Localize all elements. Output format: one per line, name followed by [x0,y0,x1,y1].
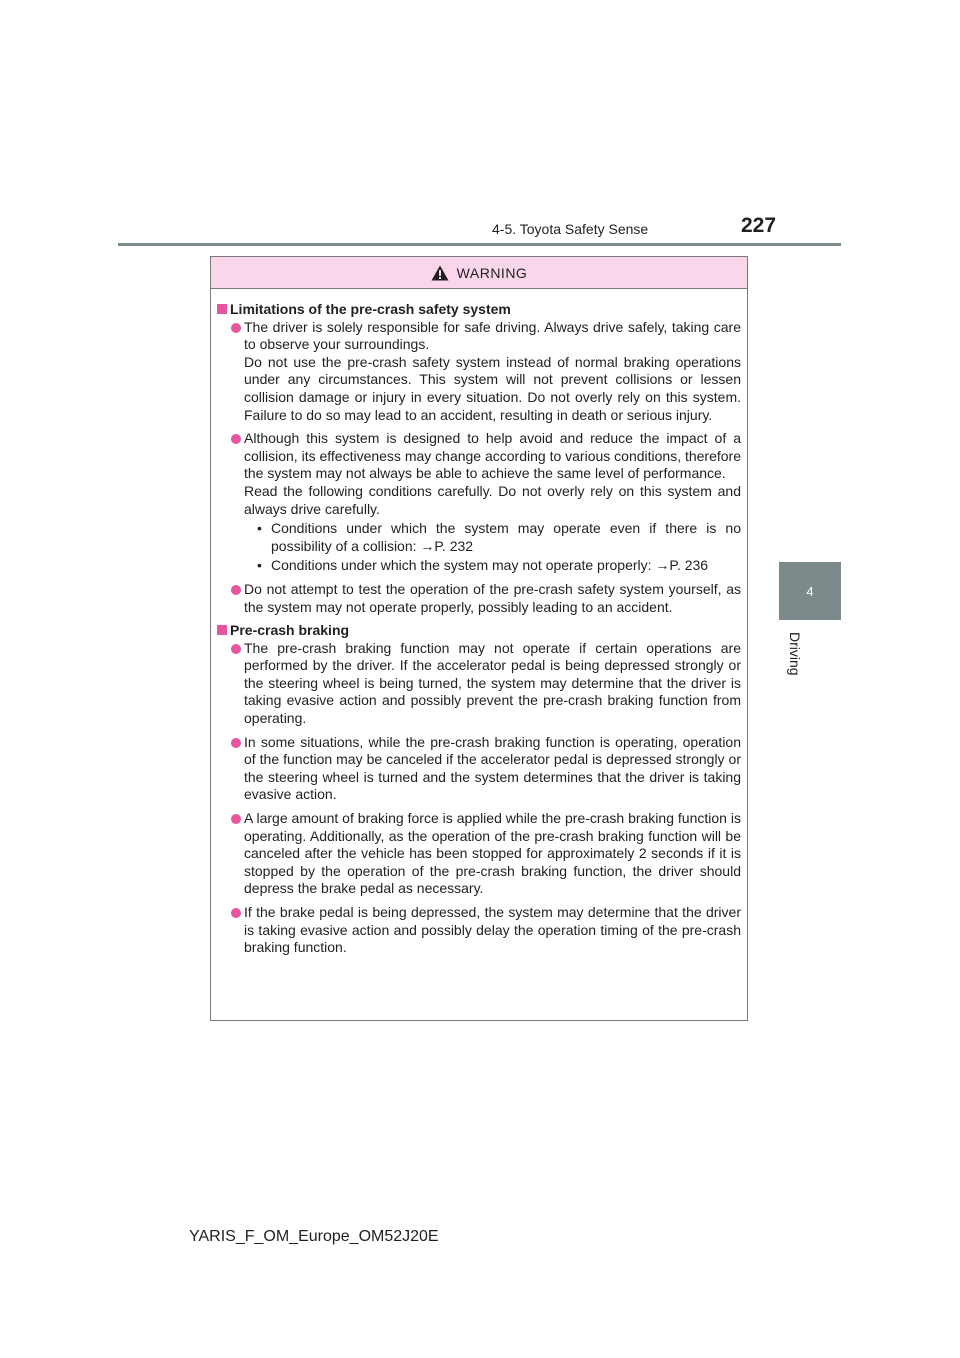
item-paragraph: In some situations, while the pre-crash braking function is operating, operation of the function may be canceled if the accelerator pedal is depressed strongly or the steering wheel is turned and the system determines that the driver is taking evasive action. [244,733,741,803]
warning-title: WARNING [456,264,528,281]
item-paragraph: If the brake pedal is being depressed, the system may determine that the driver is taking evasive action and possibly delay the operation timing of the pre-crash braking function. [244,904,741,956]
item-paragraph: The driver is solely responsible for safe driving. Always drive safely, taking care to observe your surroundings. [244,318,741,353]
item-paragraph: Do not use the pre-crash safety system instead of normal braking operations under any circumstances. This system will not prevent collisions or lessen collision damage or injury in every situation. Do not overly rely on this system. Failure to do so may lead to an accident, resulting in death or serious injury. [244,353,741,423]
sub-item: • Conditions under which the system may operate even if there is no possibility of a collision: →P. 232 [257,520,741,555]
warning-box [210,256,748,1021]
section-title: Pre-crash braking [216,622,741,640]
warning-item [216,581,741,616]
warning-section [216,301,741,616]
item-paragraph: Read the following conditions carefully. Do not overly rely on this system and always drive carefully. [244,482,741,517]
item-paragraph: A large amount of braking force is applied while the pre-crash braking function is operating. Additionally, as the operation of the pre-crash braking function will be canceled after the vehicle has been stopped for approximately 2 seconds if it is stopped by the operation of the pre-crash braking function, the driver should depress the brake pedal as necessary. [244,810,741,897]
warning-triangle-icon [431,265,449,281]
chapter-number: 4 [806,583,814,599]
header-section-label: 4-5. Toyota Safety Sense [492,221,649,237]
warning-item [216,319,741,425]
warning-body [211,289,747,957]
item-paragraph: The pre-crash braking function may not operate if certain operations are performed by the driver. If the accelerator pedal is being depressed strongly or the steering wheel is being turned, the system may determine that the driver is taking evasive action and possibly prevent the pre-crash braking function from operating. [244,639,741,727]
document-code: YARIS_F_OM_Europe_OM52J20E [189,1228,439,1245]
item-paragraph: Do not attempt to test the operation of the pre-crash safety system yourself, as the system may not operate properly, possibly leading to an accident. [244,580,741,615]
warning-item [216,904,741,957]
warning-header [211,257,747,289]
warning-item [216,640,741,728]
header-rule [118,243,841,246]
page-number: 227 [741,214,777,237]
chapter-tab [779,562,841,620]
warning-item [216,734,741,804]
section-title: Limitations of the pre-crash safety system [216,301,741,319]
warning-section [216,622,741,957]
warning-item [216,810,741,898]
sub-item: • Conditions under which the system may not operate properly: →P. 236 [257,557,741,575]
warning-item [216,430,741,575]
chapter-label: Driving [787,632,803,676]
item-paragraph: Although this system is designed to help avoid and reduce the impact of a collision, its effectiveness may change according to various conditions, therefore the system may not always be able to achieve the same level of performance. [244,430,742,482]
